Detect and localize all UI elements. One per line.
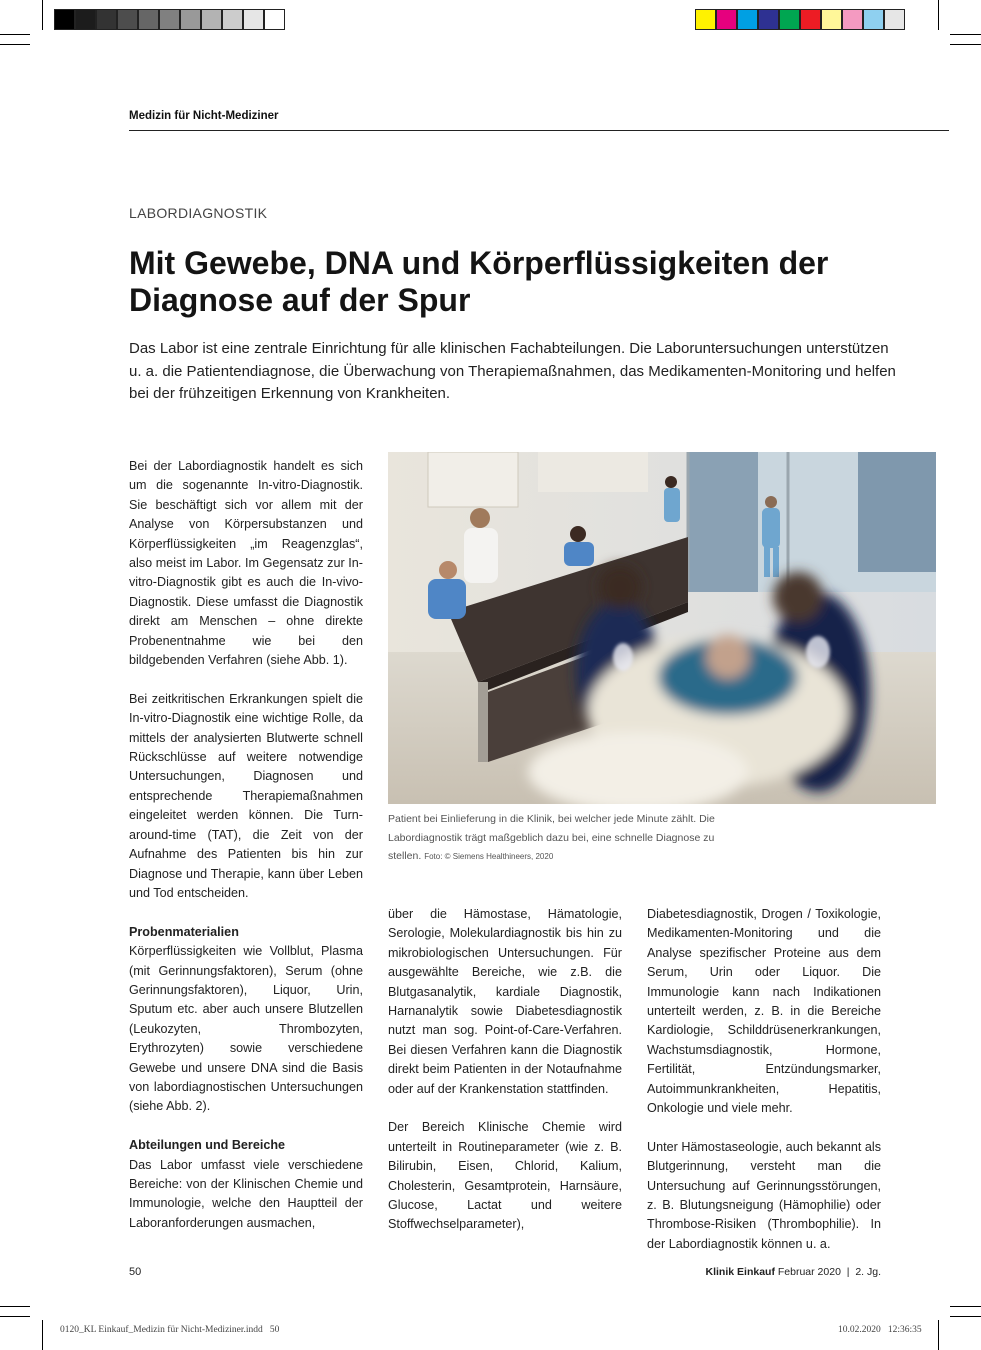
gray-swatch [96, 9, 117, 30]
header-rule [129, 130, 949, 131]
color-swatch [716, 9, 737, 30]
color-swatch [884, 9, 905, 30]
paragraph: über die Hämostase, Hämatologie, Serologie, Molekulardiagnostik bis hin zu mikrobiologischen Untersuchungen. Für ausgewählte Bereiche, wie z.B. die Blutgasanalytik, kardiale Diagnostik, Harnanalytik sowie Diabetesdiagnostik nutzt man sog. Point-of-Care-Verfahren. Bei diesen Verfahren kann die Diagnostik direkt beim Patienten in der Notaufnahme oder auf der Krankenstation stattfinden. [388, 907, 622, 1096]
paragraph: Bei zeitkritischen Erkrankungen spielt die In-vitro-Diagnostik eine wichtige Rolle, da mittels der analysierten Blutwerte schnell Rückschlüsse auf weitere notwendige Untersuchungen, Diagnosen und entsprechende Therapiemaßnahmen eingeleitet werden können. Die Turn-around-time (TAT), die Zeit von der Aufnahme des Patienten bis hin zur Diagnose und Therapie, kann über Leben und Tod entscheiden. [129, 691, 363, 900]
text-column-2 [388, 905, 622, 1235]
photo-caption [388, 810, 748, 867]
color-swatch [779, 9, 800, 30]
article-title: Mit Gewebe, DNA und Körperflüssigkeiten der Diagnose auf der Spur [129, 245, 829, 318]
gray-swatch [201, 9, 222, 30]
color-swatch [758, 9, 779, 30]
color-swatch [863, 9, 884, 30]
gray-swatch [138, 9, 159, 30]
color-swatch [737, 9, 758, 30]
color-swatch [695, 9, 716, 30]
paragraph: Körperflüssigkeiten wie Vollblut, Plasma (mit Gerinnungsfaktoren), Serum (ohne Gerinnungsfaktoren), Liquor, Urin, Sputum etc. aber auch unsere Blutzellen (Leukozyten, Thrombozyten, Erythrozyten) sowie verschiedene Gewebe und unsere DNA sind die Basis von labordiagnostischen Untersuchungen (siehe Abb. 2). [129, 944, 363, 1114]
date-slug: 10.02.2020 12:36:35 [838, 1325, 922, 1335]
gray-swatch [54, 9, 75, 30]
paragraph: Das Labor umfasst viele verschiedene Bereiche: von der Klinischen Chemie und Immunologie, welche den Hauptteil der Laboranforderungen ausmachen, [129, 1157, 363, 1230]
caption-text: Patient bei Einlieferung in die Klinik, bei welcher jede Minute zählt. Die Labordiagnostik trägt maßgeblich dazu bei, eine schnelle Diagnose zu stellen. [388, 813, 715, 862]
gray-swatch [222, 9, 243, 30]
magazine-footer [706, 1266, 881, 1278]
section-header: Medizin für Nicht-Mediziner [129, 110, 279, 122]
gray-swatch [117, 9, 138, 30]
paragraph: Der Bereich Klinische Chemie wird unterteilt in Routineparameter (wie z. B. Bilirubin, Eisen, Chlorid, Kalium, Cholesterin, Gesamtprotein, Harnsäure, Glucose, Lactat und weitere Stoffwechselparameter), [388, 1120, 622, 1232]
gray-swatch [243, 9, 264, 30]
text-column-3 [647, 905, 881, 1254]
subheading-abteilungen: Abteilungen und Bereiche [129, 1138, 286, 1153]
text-column-1 [129, 457, 363, 1233]
hospital-photo [388, 452, 936, 804]
article-kicker: LABORDIAGNOSTIK [129, 205, 268, 221]
gray-swatch [159, 9, 180, 30]
gray-swatch [75, 9, 96, 30]
magazine-name: Klinik Einkauf [705, 1266, 775, 1278]
color-swatch [842, 9, 863, 30]
file-slug: 0120_KL Einkauf_Medizin für Nicht-Mediziner.indd 50 [60, 1325, 280, 1335]
paragraph: Bei der Labordiagnostik handelt es sich um die sogenannte In-vitro-Diagnostik. Sie beschäftigt sich vor allem mit der Analyse von Körpersubstanzen und Körperflüssigkeiten „im Reagenzglas“, also meist im Labor. Im Gegensatz zur In-vitro-Diagnostik gibt es auch die In-vivo-Diagnostik. Diese umfasst die Diagnostik direkt am Menschen – ohne direkte Probenentnahme wie bei den bildgebenden Verfahren (siehe Abb. 1). [129, 459, 363, 668]
subheading-probenmaterialien: Probenmaterialien [129, 924, 239, 939]
gray-swatch [264, 9, 285, 30]
page-number: 50 [129, 1266, 142, 1278]
article-lead: Das Labor ist eine zentrale Einrichtung für alle klinischen Fachabteilungen. Die Laboruntersuchungen unterstützen u. a. die Patientendiagnose, die Überwachung von Therapiemaßnahmen, das Medikamenten-Monitoring und helfen bei der frühzeitigen Erkennung von Krankheiten. [129, 340, 896, 402]
paragraph: Unter Hämostaseologie, auch bekannt als Blutgerinnung, versteht man die Untersuchung auf Gerinnungsstörungen, z. B. Blutungsneigung (Hämophilie) oder Thrombose-Risiken (Thrombophilie). In der Labordiagnostik können u. a. [647, 1139, 881, 1251]
paragraph: Diabetesdiagnostik, Drogen / Toxikologie, Medikamenten-Monitoring und die Analyse spezifischer Proteine aus dem Serum, Urin oder Liquor. Die Immunologie kann nach Indikationen unterteilt werden, z. B. in die Bereiche Kardiologie, Schilddrüsenerkrankungen, Wachstumsdiagnostik, Hormone, Fertilität, Entzündungsmarker, Autoimmunkrankheiten, Hepatitis, Onkologie und viele mehr. [647, 907, 881, 1116]
gray-swatch [180, 9, 201, 30]
color-swatch [800, 9, 821, 30]
issue-info: Februar 2020 | 2. Jg. [777, 1266, 881, 1278]
photo-credit: Foto: © Siemens Healthineers, 2020 [424, 852, 554, 861]
color-swatch [821, 9, 842, 30]
